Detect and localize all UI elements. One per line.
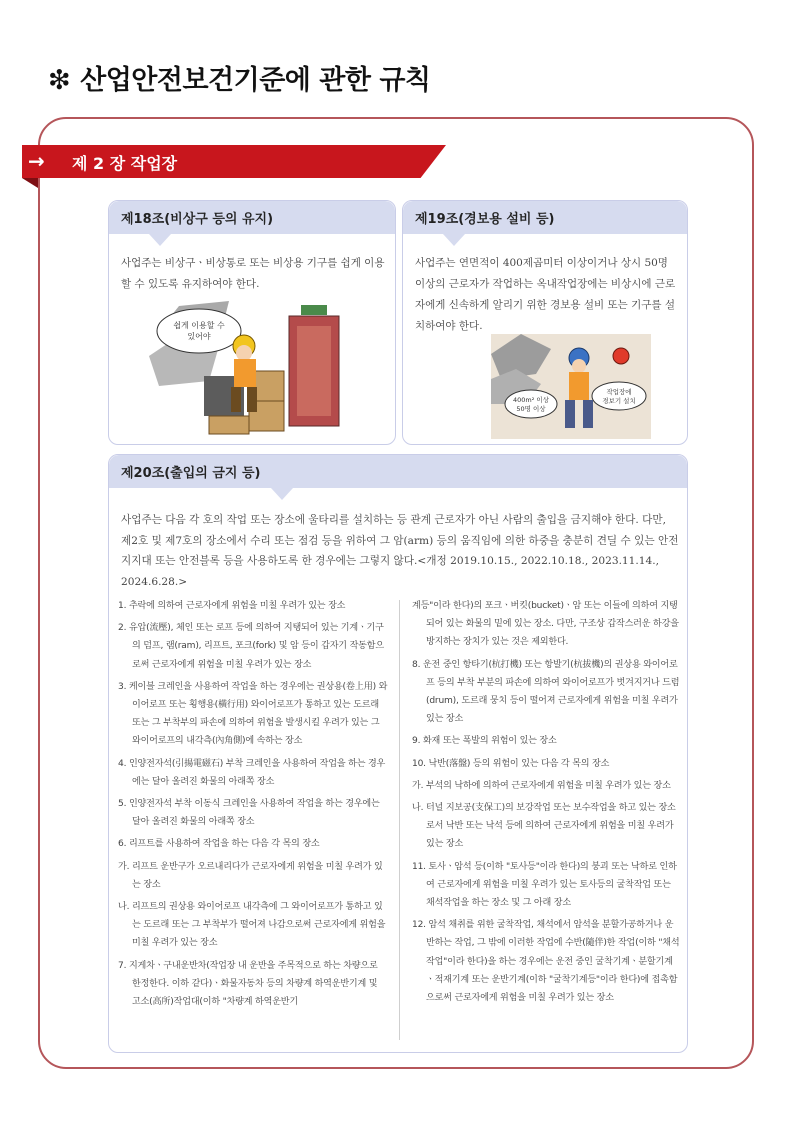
list-item: 2. 유압(流壓), 체인 또는 로프 등에 의하여 지탱되어 있는 기계ㆍ기구의 덤프, 램(ram), 리프트, 포크(fork) 및 암 등이 갑자기 작동함으로써 근로자에게 위험을 미칠 우려가 있는 장소 — [118, 623, 384, 670]
article-19-body: 사업주는 연면적이 400제곱미터 이상이거나 상시 50명 이상의 근로자가 작업하는 옥내작업장에는 비상시에 근로자에게 신속하게 알리기 위한 경보용 설비 또는 기구를 설치하여야 한다. — [415, 257, 676, 332]
list-item: 1. 추락에 의하여 근로자에게 위험을 미칠 우려가 있는 장소 — [118, 601, 346, 611]
list-item: 4. 인양전자석(引揚電磁石) 부착 크레인을 사용하여 작업을 하는 경우에는 달아 올려진 화물의 아래쪽 장소 — [118, 758, 386, 787]
list-item: 5. 인양전자석 부착 이동식 크레인을 사용하여 작업을 하는 경우에는 달아 올려진 화물의 아래쪽 장소 — [118, 799, 380, 828]
list-item: 3. 케이블 크레인을 사용하여 작업을 하는 경우에는 권상용(卷上用) 와이어로프 또는 횡행용(橫行用) 와이어로프가 통하고 있는 도르래 또는 그 부착부의 파손에 의하여 위험을 발생시킬 우려가 있는 그 와이어로프의 내각측(內角側)에 속하는 장소 — [118, 681, 388, 747]
asterisk-icon: ❇ — [48, 65, 71, 96]
article-18-header — [109, 201, 395, 234]
article-20-title: 제20조(출입의 금지 등) — [121, 466, 261, 481]
article-20-left-column — [118, 597, 388, 1015]
list-item: 12. 암석 채취를 위한 굴착작업, 채석에서 암석을 분할가공하거나 운반하는 작업, 그 밖에 이러한 작업에 수반(隨伴)한 작업(이하 "채석작업"이라 한다)을 하는 경우에는 운전 중인 굴착기계ㆍ분할기계ㆍ적재기계 또는 운반기계(이하 "굴착기계등"이라 한다)에 접촉함으로써 근로자에게 위험을 미칠 우려가 있는 장소 — [412, 920, 680, 1004]
speech-tail — [271, 488, 293, 500]
speech-bubble-line: 400m² 이상 — [513, 396, 549, 404]
speech-bubble-line: 있어야 — [187, 332, 211, 341]
emergency-exit-illustration — [149, 301, 349, 436]
list-item: 9. 화재 또는 폭발의 위험이 있는 장소 — [412, 736, 557, 747]
list-item: 가. 리프트 운반구가 오르내리다가 근로자에게 위험을 미칠 우려가 있는 장소 — [118, 861, 383, 890]
article-18-card — [108, 200, 396, 445]
speech-bubble-line: 경보기 설치 — [602, 397, 636, 405]
speech-bubble-line: 50명 이상 — [516, 405, 546, 413]
page-title — [48, 58, 431, 97]
article-18-title: 제18조(비상구 등의 유지) — [121, 212, 274, 227]
article-19-card — [402, 200, 688, 445]
list-item: 가. 부석의 낙하에 의하여 근로자에게 위험을 미칠 우려가 있는 장소 — [412, 780, 671, 791]
chapter-banner-fold — [22, 178, 38, 188]
arrow-right-icon: → — [28, 149, 45, 173]
alarm-illustration — [491, 334, 651, 439]
list-item: 나. 터널 지보공(支保工)의 보강작업 또는 보수작업을 하고 있는 장소로서 낙반 또는 낙석 등에 의하여 근로자에게 위험을 미칠 우려가 있는 장소 — [412, 803, 676, 850]
list-item: 8. 운전 중인 항타기(杭打機) 또는 항발기(杭拔機)의 권상용 와이어로프 등의 부착 부분의 파손에 의하여 와이어로프가 벗겨지거나 드럼(drum), 도르래 뭉치 등이 떨어져 근로자에게 위험을 미칠 우려가 있는 장소 — [412, 659, 680, 725]
list-item: 6. 리프트를 사용하여 작업을 하는 다음 각 목의 장소 — [118, 839, 320, 850]
article-20-right-column — [412, 597, 680, 1011]
list-item: 10. 낙반(落盤) 등의 위험이 있는 다음 각 목의 장소 — [412, 758, 610, 769]
list-item: 계등"이라 한다)의 포크ㆍ버킷(bucket)ㆍ암 또는 이들에 의하여 지탱되어 있는 화물의 밑에 있는 장소. 다만, 구조상 갑작스러운 하강을 방지하는 장치가 있는 것은 제외한다. — [412, 601, 679, 648]
column-divider — [399, 600, 400, 1040]
chapter-label: 제 2 장 작업장 — [72, 154, 178, 173]
list-item: 7. 지게차ㆍ구내운반차(작업장 내 운반을 주목적으로 하는 차량으로 한정한다. 이하 같다)ㆍ화물자동차 등의 차량계 하역운반기계 및 고소(高所)작업대(이하 "차량계 하역운반기 — [118, 960, 378, 1008]
speech-bubble-line: 작업장에 — [606, 388, 632, 396]
list-item: 나. 리프트의 권상용 와이어로프 내각측에 그 와이어로프가 통하고 있는 도르래 또는 그 부착부가 떨어져 나감으로써 근로자에게 위험을 미칠 우려가 있는 장소 — [118, 902, 386, 949]
speech-tail — [149, 234, 171, 246]
article-19-title: 제19조(경보용 설비 등) — [415, 212, 555, 227]
list-item: 11. 토사ㆍ암석 등(이하 "토사등"이라 한다)의 붕괴 또는 낙하로 인하여 근로자에게 위험을 미칠 우려가 있는 토사등의 굴착작업 또는 채석작업을 하는 장소 및 그 아래 장소 — [412, 861, 677, 909]
speech-tail — [443, 234, 465, 246]
speech-bubble-line: 쉽게 이용할 수 — [173, 321, 225, 330]
page-title-text: 산업안전보건기준에 관한 규칙 — [80, 65, 431, 96]
article-19-header — [403, 201, 687, 234]
article-18-body: 사업주는 비상구ㆍ비상통로 또는 비상용 기구를 쉽게 이용할 수 있도록 유지하여야 한다. — [121, 257, 385, 290]
article-20-header — [109, 455, 687, 488]
article-20-intro: 사업주는 다음 각 호의 작업 또는 장소에 울타리를 설치하는 등 관계 근로자가 아닌 사람의 출입을 금지해야 한다. 다만, 제2호 및 제7호의 장소에서 수리 또는 점검 등을 위하여 그 암(arm) 등의 움직임에 의한 하중을 충분히 견딜 수 있는 안전지지대 또는 안전블록 등을 사용하도록 한 경우에는 그렇지 않다.<개정 2019.10.15., 2022.10.18., 2023.11.14., 2024.6.28.> — [121, 514, 679, 588]
